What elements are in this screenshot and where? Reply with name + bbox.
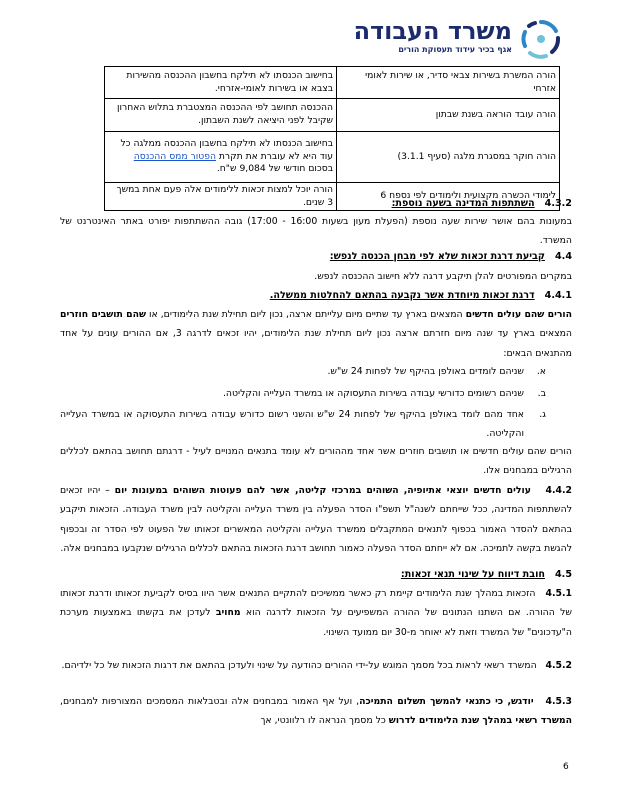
table-cell-condition: הורה עובד הוראה בשנת שבתון [337,99,560,132]
list-item [60,362,546,381]
text-run: , ועל אף האמור במבחנים אלה ובטבלאות המסמכים המצורפות למבחנים, [60,696,360,707]
text-run: המצאים בארץ עד שנה מיום חזרתם ארצה נכון ליום תחילת שנת הלימודים, יהיו זכאים לדרגה 3, אם ההורים עונים על אחד מהתנאים הבאים: [60,328,572,359]
text-run: – יהיו זכאים להשתתפות המדינה, ככל שייחתם לשנה"ל תשפ"ו הסדר הפעלה בין משרד העלייה והקליטה לבין משרד העבודה. הזכאות תיקבע בהתאם להסדר האמור בכפוף לתנאים המתקבלים ממשרד העלייה והקליטה המאשרים זכאותו של הפעוט לפי הסדר זה ובכפוף להגשת בקשה לתמיכה. אם לא ייחתם הסדר הפעלה כאמור תחושב דרגת הזכאות בהתאם לכללים הרגילים שנקבעו במבחנים אלה. [60,485,572,555]
table-cell-rule: ההכנסה תחושב לפי ההכנסה המצטברת בתלוש האחרון שקיבל לפני היציאה לשנת השבתון. [105,99,337,132]
text-run: הורים שהם [521,309,572,320]
text-run: הזכאות במהלך שנת הלימודים קיימת רק כאשר ממשיכים להתקיים התנאים אשר היוו בסיס לקביעת זכאותו ודרגת זכאותו של ההורה. אם השתנו הנתונים של ההורה המשפיעים על הזכאות לדרגה הוא [60,588,572,619]
text-run: עולים חדשים יוצאי אתיופיה, השוהים במרכזי קליטה, אשר להם פעוטות השוהים במעונות יום [114,485,531,496]
section-4-5-3-text [60,692,572,731]
list-item-text: שניהם רשומים כדורשי עבודה בשירות התעסוקה או במשרד העלייה והקליטה. [222,388,524,399]
ministry-logo [353,16,562,60]
section-4-3-2-text: במעונות בהם אושר שירות שעה נוספת (הפעלת מעון בשעות 16:00 - 17:00) גובה ההשתתפות יפורט באתר האינטרנט של המשרד. [60,216,572,247]
section-4-5-1-text [60,584,572,642]
section-4-3-2-heading [392,198,572,209]
list-item-text: שניהם לומדים באולפן בהיקף של לפחות 24 ש"ש. [327,366,524,377]
ministry-emblem-icon [520,18,562,60]
table-row [105,67,560,99]
section-number: 4.4.2 [545,485,572,496]
table-row [105,99,560,132]
section-4-4-1-heading [270,290,572,301]
text-run: המצאים בארץ עד שתיים מיום עלייתם ארצה, נכון ליום תחילת שנת הלימודים, או [146,309,466,320]
ministry-name: משרד העבודה [353,17,512,45]
text-run: שהם תושבים חוזרים [60,309,147,320]
text-run: יודגש, כי כתנאי להמשך תשלום התמיכה [359,696,534,707]
section-number: 4.5.3 [545,696,572,707]
table-cell-condition: לימודי הכשרה מקצועית ולימודים לפי נספח 6 [337,183,560,211]
text-run: לעדכן את בקשתו באמצעות מערכת ה"עדכונים" של המשרד וזאת לא יאוחר מ-30 יום ממועד השינוי. [60,607,572,638]
table-cell-condition: הורה חוקר במסגרת מלגה (סעיף 3.1.1) [337,132,560,183]
section-4-5-heading [401,569,572,580]
section-4-4-heading [330,251,572,262]
list-letter: א. [536,366,546,377]
table-cell-rule: בחישוב הכנסתו לא תילקח בחשבון ההכנסה מהשירות בצבא או בשירות לאומי-אזרחי. [105,67,337,99]
list-item-text: אחד מהם לומד באולפן בהיקף של לפחות 24 ש"ש והשני רשום כדורש עבודה בשירות התעסוקה או במשרד העלייה והקליטה. [60,409,524,440]
page-number: 6 [563,762,569,772]
section-4-5-2-text [60,656,572,675]
section-number: 4.5 [555,569,572,580]
section-4-4-1-tail: הורים שהם עולים חדשים או תושבים חוזרים אשר אחד מההורים לא עומד בתנאים המנויים לעיל - דרגתם תחושב בהתאם לכללים הרגילים במבחנים אלו. [60,446,572,477]
eligibility-rules-table [104,66,560,211]
list-item [60,384,546,403]
section-title: קביעת דרגת זכאות שלא לפי מבחן הכנסה לנפש: [329,251,545,262]
section-number: 4.4.1 [544,290,572,301]
table-cell-rule [105,132,337,183]
text-run: עולים חדשים [465,309,522,320]
rule-text: בסכום חודשי של 9,084 ש"ח. [216,163,334,175]
text-run: המשרד רשאי במהלך שנת הלימודים לדרוש [388,715,572,727]
list-item [60,405,546,444]
section-number: 4.5.1 [545,588,572,599]
section-4-4-text: במקרים המפורטים להלן תיקבע דרגה ללא חישוב ההכנסה לנפש. [314,271,572,282]
tax-exemption-link[interactable]: הפטור ממס ההכנסה [133,150,216,162]
list-letter: ג. [539,409,546,420]
department-name: אגף בכיר עידוד תעסוקת הורים [398,45,512,54]
section-number: 4.5.2 [545,660,572,671]
text-run: המשרד רשאי לראות בכל מסמך המוגש על-ידי ההורים כהודעה על שינוי ולעדכן בהתאם את דרגות הזכאות של כל ילדיהם. [61,660,537,671]
section-number: 4.3.2 [544,198,572,209]
section-4-4-2-text [60,481,572,559]
text-run: מחויב [215,607,241,619]
section-4-4-1-text [60,305,572,363]
section-number: 4.4 [555,251,572,262]
table-row [105,132,560,183]
section-title: חובת דיווח על שינוי תנאי זכאות: [400,569,545,580]
table-cell-rule: הורה יוכל למצות זכאות ללימודים אלה פעם אחת במשך 3 שנים. [105,183,337,211]
table-cell-condition: הורה המשרת בשירות צבאי סדיר, או שירות לאומי אזרחי [337,67,560,99]
list-letter: ב. [537,388,546,399]
section-title: דרגת זכאות מיוחדת אשר נקבעה בהתאם להחלטות ממשלה. [269,290,535,301]
text-run: כל מסמך הנראה לו רלוונטי, אך [260,715,389,727]
section-title: השתתפות המדינה בשעה נוספת: [391,198,535,209]
rule-text: בחישוב הכנסתו לא תילקח בחשבון ההכנסה ממלגה כל עוד היא לא עוברת את תקרת [120,138,334,162]
